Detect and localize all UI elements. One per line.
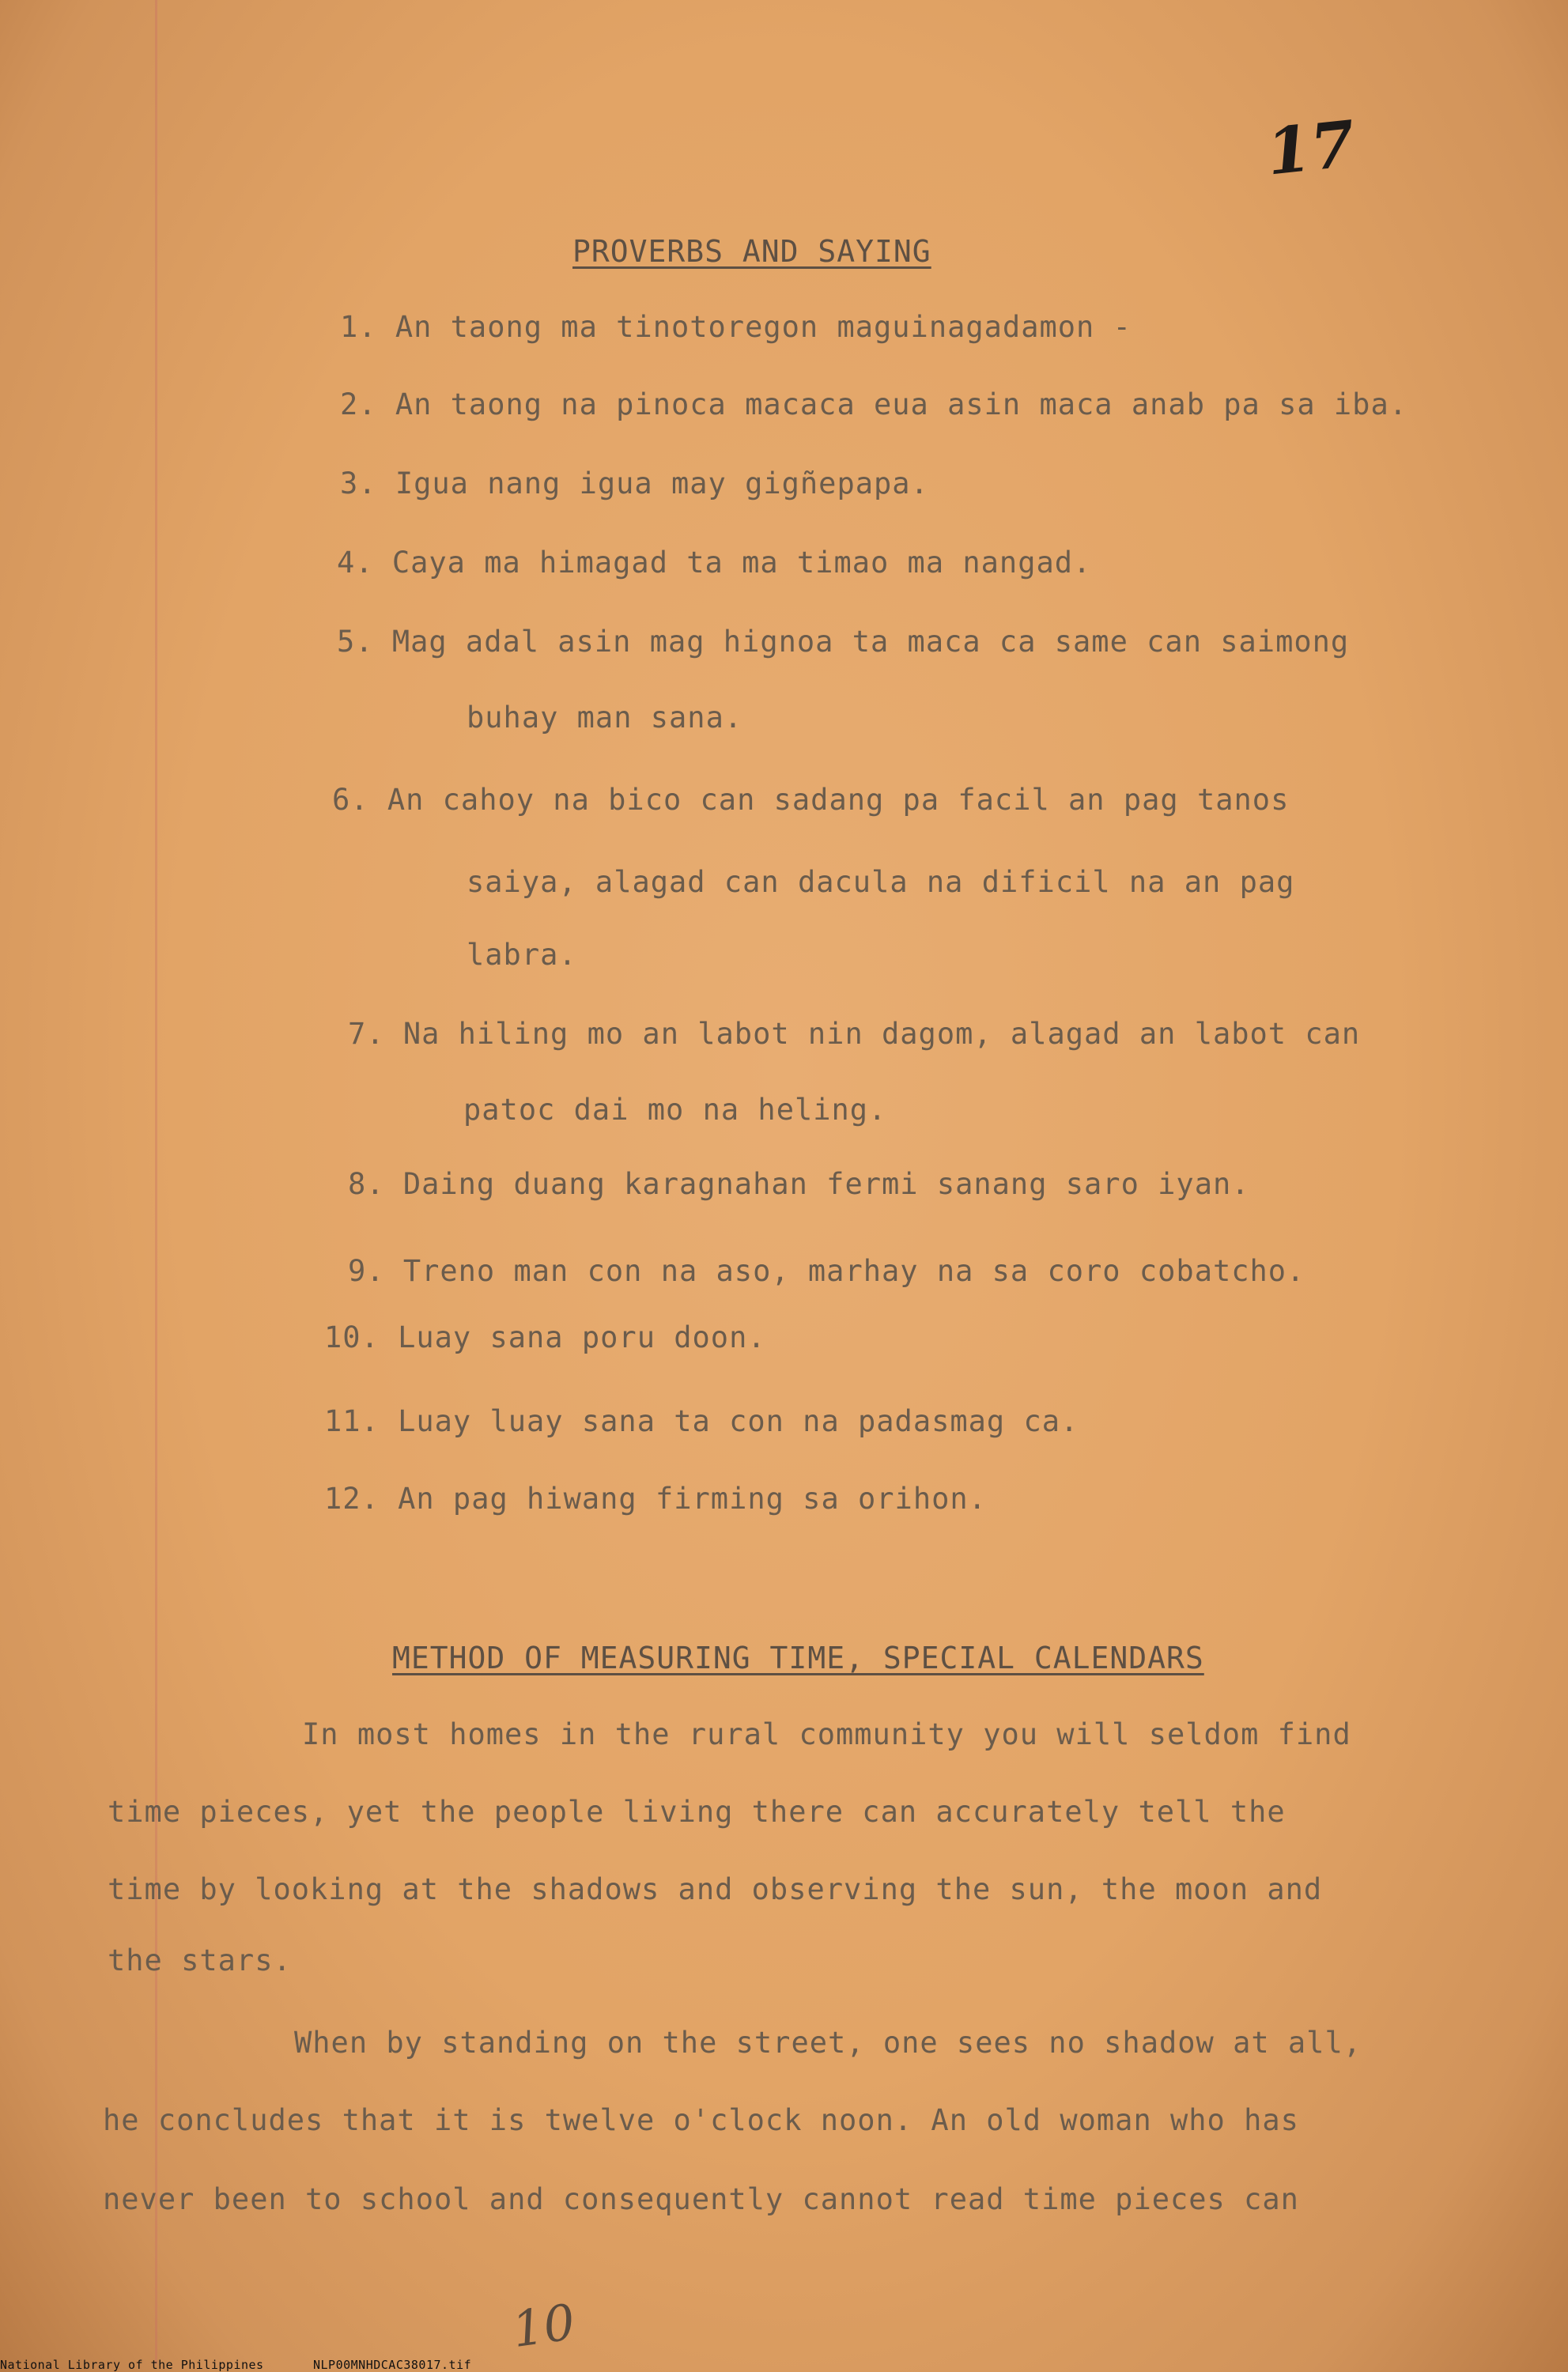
paragraph-line: time pieces, yet the people living there can accurately tell the: [108, 1795, 1286, 1829]
proverb-line: 4. Caya ma himagad ta ma timao ma nangad.: [337, 546, 1092, 580]
footer-filename: NLP00MNHDCAC38017.tif: [313, 2358, 472, 2372]
proverb-line: buhay man sana.: [467, 701, 743, 735]
proverb-line: labra.: [467, 938, 577, 972]
proverb-line: 3. Igua nang igua may gigñepapa.: [340, 466, 929, 500]
proverb-line: 5. Mag adal asin mag hignoa ta maca ca same can saimong: [337, 625, 1350, 659]
footer: [0, 2358, 1568, 2372]
proverb-line: patoc dai mo na heling.: [463, 1093, 887, 1127]
proverb-line: 6. An cahoy na bico can sadang pa facil an pag tanos: [332, 783, 1290, 817]
time-title: METHOD OF MEASURING TIME, SPECIAL CALENDARS: [392, 1641, 1204, 1675]
page-number: 17: [1263, 106, 1358, 190]
proverb-line: 2. An taong na pinoca macaca eua asin maca anab pa sa iba.: [340, 387, 1408, 421]
proverb-line: 11. Luay luay sana ta con na padasmag ca.: [324, 1404, 1079, 1438]
proverb-line: 1. An taong ma tinotoregon maguinagadamon -: [340, 310, 1132, 344]
paragraph-line: the stars.: [108, 1943, 292, 1977]
proverbs-title: PROVERBS AND SAYING: [572, 234, 931, 269]
proverb-line: 8. Daing duang karagnahan fermi sanang saro iyan.: [348, 1167, 1250, 1201]
proverb-line: saiya, alagad can dacula na dificil na an pag: [467, 865, 1295, 899]
paragraph-line: In most homes in the rural community you will seldom find: [302, 1717, 1351, 1751]
margin-rule: [155, 0, 157, 2364]
paragraph-line: he concludes that it is twelve o'clock noon. An old woman who has: [103, 2103, 1299, 2137]
handwritten-note: 10: [508, 2292, 579, 2359]
paragraph-line: time by looking at the shadows and observing the sun, the moon and: [108, 1872, 1323, 1906]
paragraph-line: When by standing on the street, one sees no shadow at all,: [294, 2026, 1362, 2060]
footer-library: National Library of the Philippines: [0, 2358, 264, 2372]
proverb-line: 12. An pag hiwang firming sa orihon.: [324, 1482, 987, 1516]
paragraph-line: never been to school and consequently cannot read time pieces can: [103, 2182, 1299, 2216]
proverb-line: 7. Na hiling mo an labot nin dagom, alagad an labot can: [348, 1017, 1361, 1051]
proverb-line: 9. Treno man con na aso, marhay na sa coro cobatcho.: [348, 1254, 1305, 1288]
proverb-line: 10. Luay sana poru doon.: [324, 1320, 766, 1354]
